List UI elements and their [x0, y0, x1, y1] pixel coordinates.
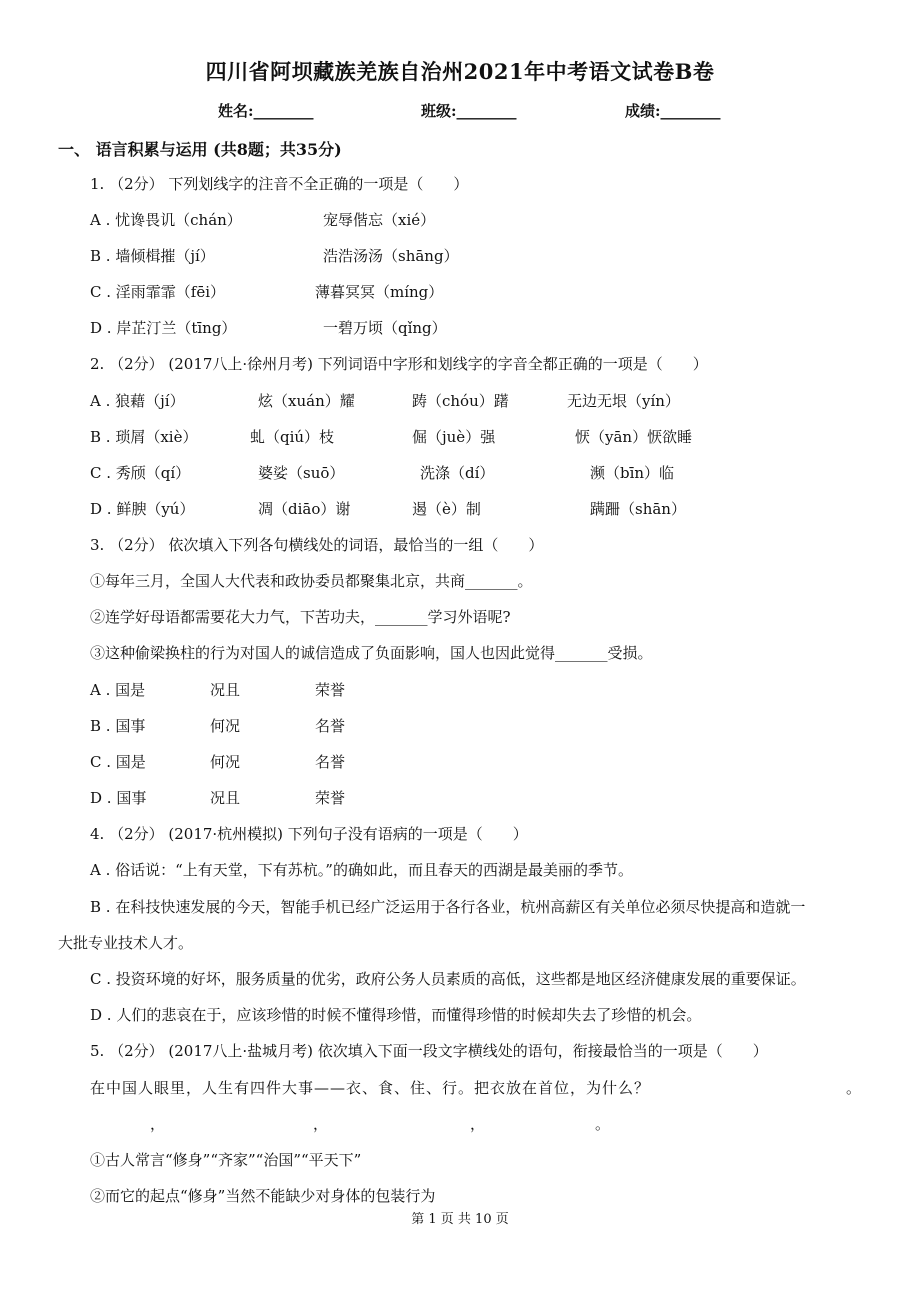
q2-option-c [90, 463, 675, 483]
q2-option-d-3: 遏（è）制 [412, 500, 481, 518]
q3-option-c-3: 名誉 [315, 753, 346, 771]
q1-option-b [90, 246, 459, 266]
q1-option-c [90, 282, 444, 302]
q4-option-b-line2: 大批专业技术人才。 [58, 934, 194, 952]
q4-option-c: C . 投资环境的好坏，服务质量的优劣，政府公务人员素质的高低，这些都是地区经济健康发展的重要保证。 [90, 970, 806, 988]
q3-option-a-1: A . 国是 [90, 681, 146, 699]
q2-option-b-4: 恹（yān）恹欲睡 [575, 428, 693, 446]
q1-option-d [90, 318, 447, 338]
q1-option-c-2: 薄暮冥冥（míng） [315, 283, 444, 301]
class-field: 班级:________ [421, 102, 517, 120]
q5-paragraph-line1-end: 。 [846, 1079, 862, 1097]
q2-option-c-4: 濒（bīn）临 [590, 464, 675, 482]
q3-sentence-2: ②连学好母语都需要花大力气，下苦功夫，_______学习外语呢? [90, 608, 511, 626]
question-3-stem: 3. （2分） 依次填入下列各句横线处的词语，最恰当的一组（ ） [90, 536, 544, 554]
q2-option-d [90, 499, 686, 519]
q3-sentence-3: ③这种偷梁换柱的行为对国人的诚信造成了负面影响，国人也因此觉得_______受损。 [90, 644, 653, 662]
q2-option-b-1: B . 琐屑（xiè） [90, 428, 198, 446]
q2-option-b-3: 倔（juè）强 [412, 428, 496, 446]
q2-option-a-1: A . 狼藉（jí） [90, 392, 185, 410]
q2-option-d-1: D . 鲜腴（yú） [90, 500, 195, 518]
q2-option-b-2: 虬（qiú）枝 [250, 428, 335, 446]
q5-blank-comma-3: ， [470, 1115, 486, 1133]
q2-option-a [90, 391, 680, 411]
q1-option-c-1: C . 淫雨霏霏（fēi） [90, 283, 226, 301]
q3-option-c-2: 何况 [210, 753, 241, 771]
q2-option-a-3: 踌（chóu）躇 [412, 392, 509, 410]
q3-option-d-1: D . 国事 [90, 789, 147, 807]
score-field: 成绩:________ [625, 102, 721, 120]
q1-option-d-2: 一碧万顷（qǐng） [323, 319, 447, 337]
q3-sentence-1: ①每年三月，全国人大代表和政协委员都聚集北京，共商_______。 [90, 572, 533, 590]
q4-option-a: A . 俗话说：“上有天堂，下有苏杭。”的确如此，而且春天的西湖是最美丽的季节。 [90, 861, 633, 879]
q4-option-b-line1: B . 在科技快速发展的今天，智能手机已经广泛运用于各行各业，杭州高薪区有关单位必须尽快提高和造就一 [90, 898, 806, 916]
q5-blank-comma-2: ， [313, 1115, 329, 1133]
q1-option-b-2: 浩浩汤汤（shāng） [323, 247, 459, 265]
q5-sentence-2: ②而它的起点“修身”当然不能缺少对身体的包装行为 [90, 1187, 436, 1205]
q1-option-a-2: 宠辱偕忘（xié） [323, 211, 436, 229]
q3-option-b-2: 何况 [210, 717, 241, 735]
q3-option-c [90, 752, 346, 772]
q1-option-a [90, 210, 436, 230]
q1-option-a-1: A . 忧谗畏讥（chán） [90, 211, 242, 229]
section-heading: 一、 语言积累与运用 (共8题；共35分) [58, 140, 342, 159]
q1-option-d-1: D . 岸芷汀兰（tīng） [90, 319, 237, 337]
page-footer: 第 1 页 共 10 页 [411, 1212, 509, 1227]
question-2-stem: 2. （2分） (2017八上·徐州月考) 下列词语中字形和划线字的字音全都正确的一项是（ ） [90, 355, 708, 373]
q2-option-c-3: 洗涤（dí） [420, 464, 495, 482]
page-title: 四川省阿坝藏族羌族自治州2021年中考语文试卷B卷 [205, 59, 715, 84]
question-4-stem: 4. （2分） (2017·杭州模拟) 下列句子没有语病的一项是（ ） [90, 825, 528, 843]
q3-option-d [90, 788, 346, 808]
q2-option-c-2: 婆娑（suō） [258, 464, 345, 482]
question-5-stem: 5. （2分） (2017八上·盐城月考) 依次填入下面一段文字横线处的语句，衔接最恰当的一项是（ ） [90, 1042, 768, 1060]
q3-option-b [90, 716, 346, 736]
q3-option-c-1: C . 国是 [90, 753, 146, 771]
q5-blank-end: 。 [595, 1115, 611, 1133]
q3-option-d-3: 荣誉 [315, 789, 346, 807]
q3-option-b-3: 名誉 [315, 717, 346, 735]
q5-paragraph-line1: 在中国人眼里，人生有四件大事——衣、食、住、行。把衣放在首位，为什么？ [90, 1079, 651, 1097]
q3-option-b-1: B . 国事 [90, 717, 146, 735]
q3-option-d-2: 况且 [210, 789, 241, 807]
q4-option-d: D . 人们的悲哀在于，应该珍惜的时候不懂得珍惜，而懂得珍惜的时候却失去了珍惜的机会。 [90, 1006, 702, 1024]
q2-option-b [90, 427, 693, 447]
q2-option-a-4: 无边无垠（yín） [567, 392, 680, 410]
q3-option-a-3: 荣誉 [315, 681, 346, 699]
q2-option-a-2: 炫（xuán）耀 [258, 392, 355, 410]
q2-option-d-2: 凋（diāo）谢 [258, 500, 351, 518]
q5-sentence-1: ①古人常言“修身”“齐家”“治国”“平天下” [90, 1151, 362, 1169]
q2-option-c-1: C . 秀颀（qí） [90, 464, 191, 482]
q3-option-a [90, 680, 346, 700]
q3-option-a-2: 况且 [210, 681, 241, 699]
question-1-stem: 1. （2分） 下列划线字的注音不全正确的一项是（ ） [90, 175, 469, 193]
q1-option-b-1: B . 墙倾楫摧（jí） [90, 247, 215, 265]
name-field: 姓名:________ [218, 102, 314, 120]
q2-option-d-4: 蹒跚（shān） [590, 500, 686, 518]
q5-blank-comma-1: ， [150, 1115, 166, 1133]
